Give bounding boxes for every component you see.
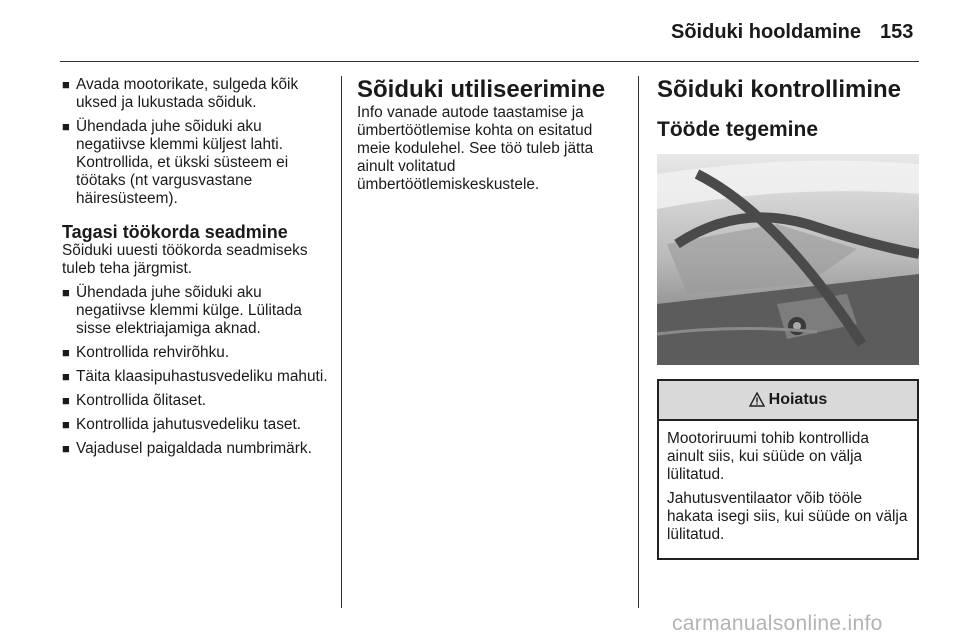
list-item-text: Täita klaasipuhastusvedeliku mahuti. bbox=[76, 368, 328, 385]
list-item bbox=[62, 118, 334, 208]
list-item bbox=[62, 392, 334, 410]
bullet-list-top bbox=[62, 76, 334, 208]
section-heading: Sõiduki utiliseerimine bbox=[357, 76, 606, 103]
bullet-square-icon: ■ bbox=[62, 417, 70, 432]
page-number: 153 bbox=[880, 21, 914, 43]
header-rule bbox=[60, 61, 919, 62]
bullet-square-icon: ■ bbox=[62, 77, 70, 92]
list-item bbox=[62, 284, 334, 338]
section-text: Info vanade autode taastamise ja ümbertöötlemise kohta on esitatud meie kodulehel. See töö tuleb jätta ainult volitatud ümbertöötlemiskeskustele. bbox=[357, 104, 594, 193]
list-item-text: Kontrollida jahutusvedeliku taset. bbox=[76, 416, 302, 433]
section-heading: Sõiduki kontrollimine bbox=[657, 76, 902, 103]
bullet-square-icon: ■ bbox=[62, 393, 70, 408]
bullet-square-icon: ■ bbox=[62, 285, 70, 300]
list-item-text: Kontrollida rehvirõhku. bbox=[76, 344, 230, 361]
column-divider-left bbox=[341, 76, 342, 608]
list-item-text: Ühendada juhe sõiduki aku negatiivse klemmi külge. Lülitada sisse elektriajamiga aknad. bbox=[76, 284, 302, 337]
section-heading: Tagasi töökorda seadmine bbox=[62, 222, 288, 242]
warning-box bbox=[657, 379, 919, 560]
bullet-square-icon: ■ bbox=[62, 345, 70, 360]
warning-body bbox=[659, 421, 917, 558]
list-item-text: Ühendada juhe sõiduki aku negatiivse klemmi küljest lahti. Kontrollida, et ükski süsteem ei töötaks (nt vargusvastane häiresüsteem). bbox=[76, 118, 289, 207]
column-disposal bbox=[357, 76, 619, 194]
watermark: carmanualsonline.info bbox=[672, 612, 883, 635]
column-inspection bbox=[657, 76, 919, 560]
warning-paragraph: Mootoriruumi tohib kontrollida ainult siis, kui süüde on välja lülitatud. bbox=[667, 430, 869, 483]
warning-header bbox=[659, 381, 917, 421]
column-storage bbox=[62, 76, 334, 464]
engine-bay-photo bbox=[657, 154, 919, 365]
list-item-text: Avada mootorikate, sulgeda kõik uksed ja lukustada sõiduk. bbox=[76, 76, 299, 111]
warning-triangle-icon bbox=[749, 392, 765, 408]
list-item bbox=[62, 368, 334, 386]
list-item bbox=[62, 440, 334, 458]
list-item bbox=[62, 344, 334, 362]
section-subheading: Tööde tegemine bbox=[657, 118, 819, 141]
warning-paragraph: Jahutusventilaator võib tööle hakata isegi siis, kui süüde on välja lülitatud. bbox=[667, 490, 908, 543]
section-intro: Sõiduki uuesti töökorda seadmiseks tuleb teha järgmist. bbox=[62, 242, 308, 277]
bullet-square-icon: ■ bbox=[62, 369, 70, 384]
bullet-square-icon: ■ bbox=[62, 119, 70, 134]
list-item bbox=[62, 416, 334, 434]
bullet-square-icon: ■ bbox=[62, 441, 70, 456]
list-item-text: Kontrollida õlitaset. bbox=[76, 392, 207, 409]
page-header bbox=[0, 0, 960, 62]
column-divider-right bbox=[638, 76, 639, 608]
bullet-list-restore bbox=[62, 284, 334, 458]
header-title: Sõiduki hooldamine bbox=[671, 21, 862, 43]
warning-title: Hoiatus bbox=[768, 391, 828, 408]
list-item-text: Vajadusel paigaldada numbrimärk. bbox=[76, 440, 312, 457]
list-item bbox=[62, 76, 334, 112]
